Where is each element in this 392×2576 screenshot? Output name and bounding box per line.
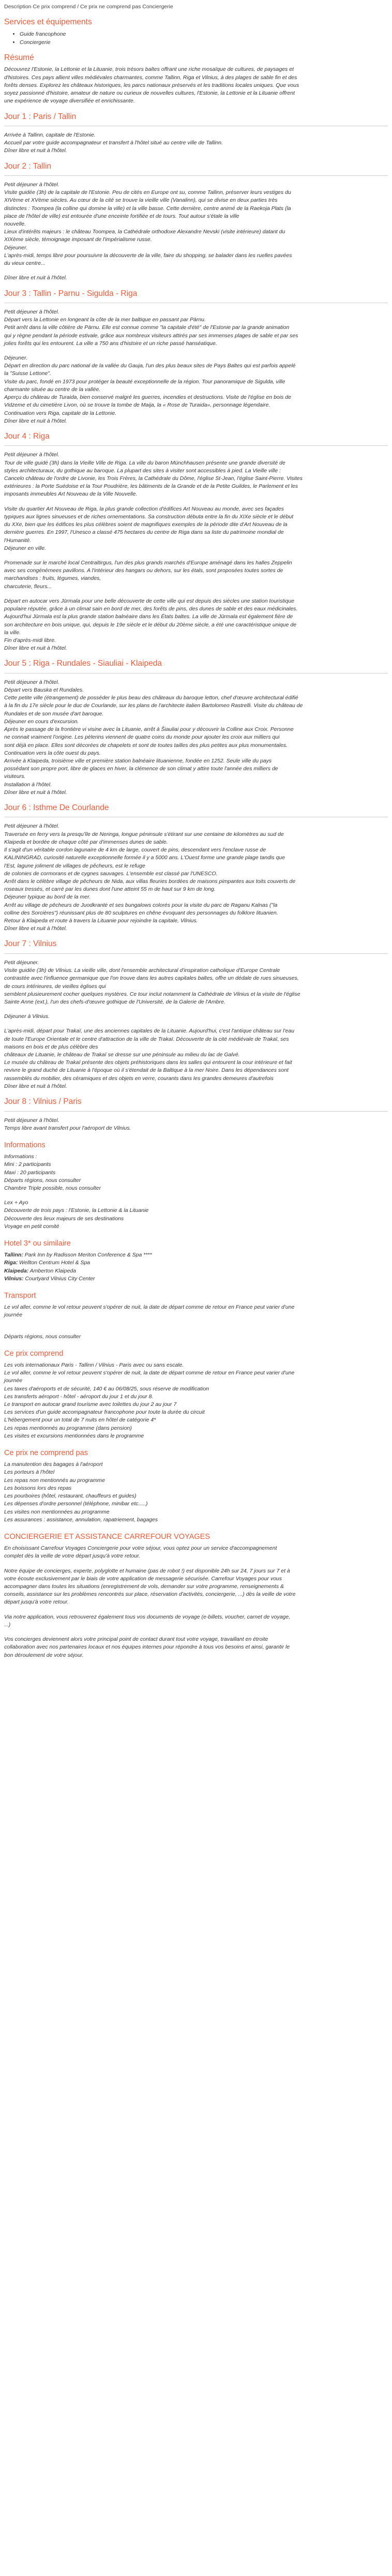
text-line: Petit déjeuner à l'hôtel.	[4, 679, 59, 685]
text-line: Klaipeda et bordée de chaque côté par d'immenses dunes de sable.	[4, 838, 168, 845]
text-line: Les pourboires (hôtel, restaurant, chauffeurs et guides)	[4, 1493, 137, 1500]
resume-line: forêts denses. Explorez les châteaux historiques, les parcs nationaux préservés et les traditions locales uniques. Que vous	[4, 82, 299, 88]
hotel-item	[4, 1251, 388, 1259]
blank-line	[4, 1326, 388, 1333]
text-line: Promenade sur le marché local Centraltirgus, l'un des plus grands marchés d'Europe aménagé dans les halles Zeppelin	[4, 559, 292, 566]
hotel-city: Tallinn:	[4, 1252, 23, 1259]
text-line: Arrivée à Tallinn, capitale de l'Estonie.	[4, 131, 96, 138]
text-line: qui y règne pendant la période estivale, grâce aux nombreux visiteurs attirés par ses immenses plages de sable et par ses	[4, 332, 298, 339]
blank-line	[4, 1629, 388, 1636]
day-description	[4, 308, 388, 425]
service-item: • Guide francophone	[20, 31, 388, 38]
transport-heading: Transport	[4, 1292, 36, 1300]
text-line: Dîner libre et nuit à l'hôtel.	[4, 147, 67, 154]
day-description	[4, 1117, 388, 1132]
text-line: l'Est, lagune joliment de villages de pêcheurs, est le refuge	[4, 862, 145, 869]
text-line: à la fin du 17e siècle pour le duc de Courlande, sur les plans de l'architecte italien Bartolomeo Rastrelli. Visite du château de	[4, 702, 303, 709]
text-line: de colonies de cormorans et de cygnes sauvages. L'ensemble est classé par l'UNESCO.	[4, 870, 218, 877]
text-line: Les repas non mentionnés au programme	[4, 1477, 105, 1484]
text-line: la ville.	[4, 629, 21, 636]
text-line: place de l'hôtel de ville) est entourée d'une enceinte fortifiée et de tours. Tout autour s'étale la ville	[4, 213, 239, 219]
text-line: Dîner libre et nuit à l'hôtel.	[4, 1083, 67, 1089]
blank-line	[4, 1192, 388, 1199]
text-line: Cette petite ville (étrangement) de posséder le plus beau des châteaux du baroque letton, chef d'œuvre architectural édifié	[4, 695, 298, 701]
text-line: Sainte Anne (ext.), l'un des chefs-d'œuvre gothique de l'Université, de la Galerie de l'Ambre.	[4, 998, 225, 1005]
text-line: Le musée du château de Trakaï présente des objets préhistoriques dans les salles qui entourent la cour intérieure et fait	[4, 1059, 292, 1066]
day-title: Jour 7 : Vilnius	[4, 939, 57, 949]
text-line: Découverte de trois pays : l'Estonie, la Lettonie & la Lituanie	[4, 1207, 149, 1214]
text-line: Petit déjeuner à l'hôtel.	[4, 308, 59, 315]
text-line: Le vol aller, comme le vol retour peuvent s'opérer de nuit, la date de départ comme de retour en France peut varier d'une	[4, 1304, 295, 1311]
text-line: Dîner libre et nuit à l'hôtel.	[4, 275, 67, 281]
text-line: Les visites non mentionnées au programme	[4, 1508, 110, 1515]
text-line: Le vol aller, comme le vol retour peuvent s'opérer de nuit, la date de départ comme de retour en France peut varier d'une	[4, 1370, 295, 1376]
text-line: avec ses congénérnees pavillons. A l'intérieur des hangars ou dehors, sur les étals, sont proposées toutes sortes de	[4, 567, 283, 574]
text-line: journée	[4, 1377, 23, 1384]
text-line: Dîner libre et nuit à l'hôtel.	[4, 789, 67, 796]
prix-ne-comprend-heading: Ce prix ne comprend pas	[4, 1449, 88, 1458]
text-line: conseils, assistance sur les problèmes rencontrés sur place, réservation d'activités, conciergerie, ...) dès la veille de votre	[4, 1591, 296, 1598]
blank-line	[4, 1006, 388, 1013]
conciergerie-text	[4, 1545, 388, 1659]
text-line: Les services d'un guide accompagnateur francophone pour toute la durée du circuit	[4, 1409, 205, 1416]
text-line: Maxi : 20 participants	[4, 1169, 56, 1176]
text-line: XIXème siècle, témoignage imposant de l'impérialisme russe.	[4, 236, 152, 243]
day-title: Jour 5 : Riga - Rundales - Siauliai - Klaipeda	[4, 659, 162, 668]
day-title: Jour 1 : Paris / Tallin	[4, 112, 77, 121]
day-description	[4, 181, 388, 282]
text-line: ...)	[4, 1621, 11, 1628]
text-line: possédant son propre port, libre de glaces en hiver, la clémence de son climat y attire toute l'année des milliers de	[4, 766, 278, 772]
blank-line	[4, 1607, 388, 1613]
text-line: Petit déjeuner à l'hôtel.	[4, 452, 59, 458]
text-line: Visite du quartier Art Nouveau de Riga, la plus grande collection d'édifices Art Nouveau au monde, avec ses façades	[4, 505, 284, 512]
blank-line	[4, 1561, 388, 1567]
day-separator	[4, 1111, 388, 1112]
day-description	[4, 131, 388, 155]
text-line: Informations :	[4, 1154, 37, 1160]
text-line: Petit déjeuner.	[4, 959, 39, 966]
prix-comprend-heading: Ce prix comprend	[4, 1349, 64, 1358]
text-line: journée	[4, 1312, 23, 1319]
text-line: Les dépenses d'ordre personnel (téléphone, minibar etc.....)	[4, 1501, 148, 1507]
text-line: Accueil par votre guide accompagnateur et transfert à l'hôtel situé au centre ville de Tallinn.	[4, 140, 223, 146]
text-line: L'hébergement pour un total de 7 nuits en hôtel de catégorie 4*	[4, 1417, 156, 1424]
text-line: charmante située au centre de la vallée.	[4, 386, 101, 393]
text-line: Dîner libre et nuit à l'hôtel.	[4, 645, 67, 652]
text-line: Aujourd'hui Jūrmala est la plus grande station balnéaire dans les États baltes. La ville de Jūrmala est également fière de	[4, 613, 293, 620]
day-description	[4, 679, 388, 797]
prix-ne-comprend-text	[4, 1461, 388, 1524]
informations-text	[4, 1153, 388, 1231]
text-line: de toute l'Europe Orientale et le centre d'attraction de la ville de Trakaï. Découverte de la cité médiévale de Trakaï, ses	[4, 1036, 289, 1042]
text-line: Continuation vers Riga, capitale de la Lettonie.	[4, 410, 117, 416]
text-line: imposants immeubles Art Nouveau de la Ville Nouvelle.	[4, 491, 138, 498]
hotel-name: Courtyard Vilnius City Center	[25, 1275, 95, 1282]
hotel-item	[4, 1275, 388, 1283]
conciergerie-heading: CONCIERGERIE ET ASSISTANCE CARREFOUR VOYAGES	[4, 1533, 210, 1541]
hotels-heading: Hotel 3* ou similaire	[4, 1239, 71, 1248]
service-item: • Conciergerie	[20, 39, 388, 47]
text-line: Rundales et de son musée d'art baroque.	[4, 710, 104, 717]
text-line: Départ vers Bauska et Rundales.	[4, 686, 84, 693]
text-line: bon déroulement de votre séjour.	[4, 1652, 84, 1658]
text-line: Les vols internationaux Paris - Tallinn / Vilnius - Paris avec ou sans escale.	[4, 1361, 184, 1368]
text-line: Aperçu du château de Turaida, bien conservé malgré les guerres, incendies et destructions. Visite de l'église en bois de	[4, 394, 291, 401]
text-line: contrastée avec l'influence germanique que l'on trouve dans les autres capitales baltes, offre un dédale de rues sinueuses,	[4, 975, 299, 982]
hotel-name: Wellton Centrum Hotel & Spa	[19, 1260, 91, 1266]
text-line: Via notre application, vous retrouverez également tous vos documents de voyage (e-billets, voucher, carnet de voyage,	[4, 1613, 291, 1620]
text-line: Découverte des lieux majeurs de ses destinations	[4, 1215, 124, 1222]
text-line: son architecture en bois unique, qui, depuis le 19e siècle et le début du 20ème siècle, a été une caractéristique unique de	[4, 621, 297, 628]
resume-line: une expérience de voyage diversifiée et enrichissante.	[4, 98, 135, 104]
text-line: Fin d'après-midi libre.	[4, 637, 56, 643]
text-line: charcuterie, fleurs...	[4, 583, 52, 590]
text-line: L'après-midi, départ pour Trakaï, une des anciennes capitales de la Lituanie. Aujourd'hui, c'est l'antique château sur l'eau	[4, 1028, 295, 1035]
text-line: Arrêt dans le célèbre village de pêcheurs de Nida, aux villas fleuries bordées de maisons pimpantes aux toits couverts de	[4, 878, 296, 885]
text-line: départ jusqu'à votre retour.	[4, 1599, 69, 1606]
text-line: Les boissons lors des repas	[4, 1485, 72, 1491]
text-line: maisons en bois et de plus célèbre des	[4, 1043, 98, 1050]
text-line: jolies forêts qui les entourent. La ville a 750 ans d'histoire et un riche passé hanséatique.	[4, 340, 217, 347]
text-line: distinctes : Toompea (la colline qui domine la ville) et la ville basse. Cette dernière, centre animé de la Raekoja Plats (la	[4, 205, 291, 212]
text-line: l'Humanité.	[4, 537, 32, 544]
text-line: revivre le grand duché de Lituanie à l'époque où il s'étendait de la Baltique à la mer Noire. Dans les dépendances sont	[4, 1067, 289, 1074]
hotel-city: Vilnius:	[4, 1275, 24, 1282]
resume-line: soyez passionné d'histoire, amateur de nature ou curieux de nouvelles cultures, l'Estonie, la Lettonie et la Lituanie offrent	[4, 90, 295, 97]
text-line: roseaux tressés, et carré par les dunes dont l'une atteint 55 m de haut sur 9 km de long.	[4, 886, 216, 893]
text-line: châteaux de Lituanie, le château de Trakaï se dresse sur une péninsule au milieu du lac de Galvé.	[4, 1052, 240, 1058]
day-title: Jour 8 : Vilnius / Paris	[4, 1097, 82, 1106]
text-line: Les taxes d'aéroports et de sécurité, 140 € au 06/08/25, sous réserve de modification	[4, 1385, 209, 1392]
hotel-city: Klaipeda:	[4, 1267, 29, 1274]
text-line: collaboration avec nos partenaires locaux et nos équipes internes pour répondre à tous vos besoins et ainsi, garantir le	[4, 1644, 290, 1651]
text-line: Départ vers la Lettonie en longeant la côte de la mer baltique en passant par Pärnu.	[4, 317, 206, 323]
day-description	[4, 451, 388, 652]
text-line: Vos concierges deviennent alors votre principal point de contact durant tout votre voyage, travaillant en étroite	[4, 1636, 268, 1643]
text-line: Lex + Ayo	[4, 1200, 28, 1206]
text-line: Les porteurs à l'hôtel	[4, 1469, 55, 1476]
text-line: du XXe, bien que les édifices les plus célèbres soient de magnifiques exemples de la période dite d'Art Nouveau de la	[4, 521, 288, 528]
text-line: Petit déjeuner à l'hôtel.	[4, 823, 59, 830]
blank-line	[4, 591, 388, 597]
text-line: Vidzeme et du cimetière Livon, où se trouve la tombe de Maija, la « Rose de Turaida», personnage légendaire.	[4, 402, 270, 409]
hotel-city: Riga:	[4, 1260, 18, 1266]
blank-line	[4, 348, 388, 354]
text-line: typiques aux lignes sinueuses et de riches ornementations. Sa construction débuta entre la fin du XIXe siècle et le début	[4, 513, 294, 520]
description-line: Description Ce prix comprend / Ce prix ne comprend pas Conciergerie	[4, 4, 173, 10]
hotel-item	[4, 1267, 388, 1275]
day-description	[4, 959, 388, 1090]
text-line: Déjeuner en ville.	[4, 545, 47, 551]
text-line: Arrivée à Klaipeda, troisième ville et première station balnéaire lituanienne, fondée en 1252. Seule ville du pays	[4, 757, 272, 764]
day-title: Jour 6 : Isthme De Courlande	[4, 803, 109, 813]
text-line: la "Suisse Lettone".	[4, 370, 51, 377]
hotel-name: Amberton Klaipeda	[29, 1267, 77, 1274]
text-line: Tour de ville guidé (3h) dans la Vieille Ville de Riga. La ville du baron Münchhausen présente une grande diversité de	[4, 459, 285, 466]
text-line: rassemblés du mobilier, des céramiques et des objets en verre, courants dans les grandes demeures d'autrefois	[4, 1075, 274, 1082]
day-title: Jour 4 : Riga	[4, 431, 50, 441]
resume-line: d'histoires. Ces pays allient villes médiévales charmantes, comme Tallinn, Riga et Vilnius, à des plages de sable fin et des	[4, 74, 297, 81]
text-line: semblent plusieurement cocher quelques mystères. Ce tour inclut notamment la Cathédrale de Vilnius et la visite de l'église	[4, 991, 300, 997]
text-line: populaire réputée, grâce à un climat sain en bord de mer, des forêts de pins, des dunes de sable et des eaux médicinales.	[4, 606, 298, 612]
text-line: Les transferts aéroport - hôtel - aéroport du jour 1 et du jour 8.	[4, 1393, 154, 1400]
text-line: Temps libre avant transfert pour l'aéroport de Vilnius.	[4, 1125, 131, 1131]
transport-text	[4, 1304, 388, 1341]
text-line: L'après-midi, temps libre pour poursuivre la découverte de la ville, faire du shopping, se balader dans les ruelles pavées	[4, 252, 292, 259]
text-line: accompagner dans toutes les situations (enregistrement de vols, demander sur votre programme, renseignements &	[4, 1583, 284, 1590]
text-line: ne connait vraiment l'origine. Les pèlerins viennent de quatre coins du monde pour ajouter les croix aux milliers qui	[4, 734, 280, 741]
text-line: Visite guidée (3h) de la capitale de l'Estonie. Peu de cités en Europe ont su, comme Tallinn, préserver leurs vestiges du	[4, 189, 291, 196]
itinerary-days	[4, 112, 388, 1132]
text-line: du vieux centre...	[4, 260, 46, 267]
text-line: Le transport en autocar grand tourisme avec toilettes du jour 2 au jour 7	[4, 1401, 177, 1408]
text-line: Chambre Triple possible, nous consulter	[4, 1185, 101, 1191]
text-line: Départ en direction du parc national de la vallée du Gauja, l'un des plus beaux sites de Pays Baltes qui est parfois appelé	[4, 363, 296, 369]
text-line: Lieux d'intérêts majeurs : le château Toompea, la Cathédrale orthodoxe Alexandre Nevski (visite intérieure) datant du	[4, 229, 285, 235]
text-line: Continuation vers la côte ouest du pays.	[4, 750, 101, 756]
text-line: Déjeuner.	[4, 244, 28, 251]
text-line: KALININGRAD, curiosité naturelle exceptionnelle formée il y a 5000 ans. L'Ouest forme une grande plage tandis que	[4, 855, 285, 861]
text-line: Déjeuner à Vilnius.	[4, 1013, 50, 1020]
text-line: Petit arrêt dans la ville côtière de Pärnu. Elle est connue comme "la capitale d'été" de l'Estonie par la grande animation	[4, 324, 290, 331]
text-line: Départs régions, nous consulter	[4, 1333, 81, 1340]
text-line: Voyage en petit comité	[4, 1223, 59, 1230]
resume-line: Découvrez l'Estonie, la Lettonie et la Lituanie, trois trésors baltes offrant une riche mosaïque de cultures, de paysages et	[4, 66, 294, 73]
day-title: Jour 2 : Tallin	[4, 161, 52, 171]
informations-heading: Informations	[4, 1141, 46, 1149]
resume-heading: Résumé	[4, 53, 34, 63]
text-line: Dîner libre et nuit à l'hôtel.	[4, 925, 67, 932]
text-line: Traversée en ferry vers la presqu'île de Neringa, longue péninsule s'étirant sur une centaine de kilomètres au sud de	[4, 831, 284, 837]
text-line: Installation à l'hôtel.	[4, 781, 52, 788]
services-heading: Services et équipements	[4, 18, 92, 27]
text-line: XIVème et XVème siècles. Au cœur de la cité se trouve la vieille ville (Vanalinn), qui se divise en deux parties très	[4, 197, 278, 204]
day-description	[4, 822, 388, 933]
text-line: Cancelo château de l'ordre de Livonie, les Trois Frères, la Cathédrale du Dôme, l'église St-Jean, l'église Saint-Pierre. Visites	[4, 475, 303, 482]
text-line: sont déjà en place. Elles sont décorées de chapelets et sont de toutes tailles des plus petites aux plus monumentales.	[4, 742, 288, 748]
text-line: Déjeuner.	[4, 355, 28, 361]
text-line: Après le passage de la frontière vi visine avec la Lituanie, arrêt à Šiauliai pour y découvrir la Colline aux Croix. Personne	[4, 726, 294, 733]
hotel-name: Park Inn by Radisson Meriton Conference & Spa ****	[24, 1252, 152, 1259]
blank-line	[4, 552, 388, 559]
text-line: Mini : 2 participants	[4, 1161, 51, 1168]
resume-text	[4, 66, 388, 105]
text-line: En choisissant Carrefour Voyages Conciergerie pour votre séjour, vous optez pour un service d'accompagnement	[4, 1545, 277, 1552]
text-line: Déjeuner typique au bord de la mer.	[4, 894, 91, 901]
hotels-list	[4, 1251, 388, 1283]
text-line: visiteurs.	[4, 773, 26, 780]
text-line: Déjeuner en cours d'excursion.	[4, 718, 79, 725]
text-line: Visite guidée (3h) de Vilnius. La vieille ville, dont l'ensemble architectural d'inspiration catholique d'Europe Centrale	[4, 967, 280, 974]
text-line: extérieures : la Porte Suédoise et la Tour Poudrière, les bâtiments de la Grande et de la Petite Guildes, le Parlement et les	[4, 483, 298, 490]
blank-line	[4, 267, 388, 274]
text-line: Les assurances : assistance, annulation, rapatriement, bagages	[4, 1516, 158, 1523]
text-line: Les repas mentionnés au programme (dans pension)	[4, 1425, 132, 1431]
text-line: Les visites et excursions mentionnées dans le programme	[4, 1432, 144, 1439]
text-line: Il s'agit d'un véritable cordon lagunaire de 4 km de large, couvert de pins, descendant vers l'enclave russe de	[4, 847, 266, 853]
day-title: Jour 3 : Tallin - Parnu - Sigulda - Riga	[4, 289, 138, 298]
text-line: nouvelle.	[4, 221, 26, 227]
blank-line	[4, 499, 388, 505]
text-line: Départ en autocar vers Jūrmala pour une belle découverte de cette ville qui est depuis des siècles une station touristique	[4, 597, 294, 604]
text-line: Petit déjeuner à l'hôtel.	[4, 181, 59, 188]
text-line: Arrêt au village de pêcheurs de Juodkrantė et ses bungalows colorés pour la visite du parc de Raganu Kalnas ("la	[4, 902, 278, 908]
text-line: Dîner libre et nuit à l'hôtel.	[4, 417, 67, 424]
prix-comprend-text	[4, 1361, 388, 1440]
text-line: Retour à Klaipeda et route à travers la Lituanie pour rejoindre la capitale, Vilnius.	[4, 918, 198, 924]
text-line: complet dès la veille de votre départ jusqu'à votre retour.	[4, 1553, 141, 1560]
text-line: Départs régions, nous consulter	[4, 1177, 81, 1184]
text-line: votre écoute exclusivement par le biais de votre application de messagerie sécurisée. Carrefour Voyages pour vous	[4, 1575, 282, 1582]
services-list	[4, 31, 388, 47]
blank-line	[4, 1021, 388, 1027]
text-line: Visite du parc, fondé en 1973 pour protéger la beauté exceptionnelle de la région. Tour panoramique de Sigulda, ville	[4, 378, 285, 385]
text-line: marchandises : fruits, légumes, viandes,	[4, 575, 101, 582]
hotel-item	[4, 1259, 388, 1267]
blank-line	[4, 1320, 388, 1326]
text-line: Notre équipe de concierges, experte, polyglotte et humaine (pas de robot !) est disponible 24h sur 24, 7 jours sur 7 et à	[4, 1567, 290, 1574]
text-line: La manutention des bagages à l'aéroport	[4, 1461, 103, 1468]
day-separator	[4, 953, 388, 954]
text-line: dernière guerres. En 1997, l'Unesco a classé 475 hectares du centre de Riga dans sa liste du patrimoine mondial de	[4, 529, 284, 536]
text-line: Petit déjeuner à l'hôtel.	[4, 1117, 59, 1124]
text-line: colline des Sorcières") réunissant plus de 80 sculptures en chêne évoquant des personnages du folklore lituanien.	[4, 909, 278, 916]
text-line: styles architecturaux, du gothique au baroque. La plupart des sites à visiter sont accessibles à pied. La Vieille ville :	[4, 467, 281, 474]
text-line: de cours intérieures, de vieilles églises qui	[4, 983, 106, 990]
day-separator	[4, 175, 388, 176]
day-separator	[4, 445, 388, 446]
